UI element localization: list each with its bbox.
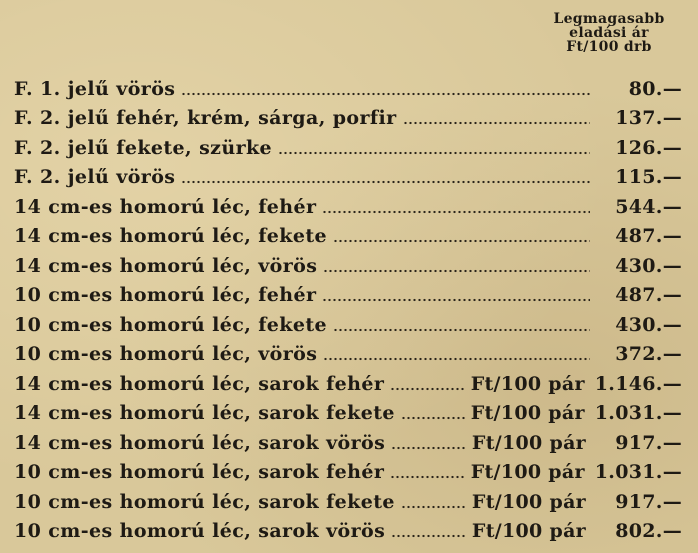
item-label: 14 cm-es homorú léc, sarok fehér: [14, 372, 385, 395]
item-label: F. 2. jelű fehér, krém, sárga, porfir: [14, 107, 397, 130]
price-row: [0, 340, 698, 370]
dot-leader: [278, 151, 590, 155]
item-label: 14 cm-es homorú léc, vörös: [14, 254, 318, 277]
dot-leader: [401, 505, 466, 509]
dot-leader: [181, 92, 590, 96]
item-label: 14 cm-es homorú léc, fehér: [14, 195, 317, 218]
item-label: 10 cm-es homorú léc, sarok fekete: [14, 490, 395, 513]
item-unit: Ft/100 pár: [470, 461, 585, 484]
price-row: [0, 74, 698, 104]
item-unit: Ft/100 pár: [471, 431, 586, 454]
item-unit: Ft/100 pár: [471, 490, 586, 513]
item-unit: Ft/100 pár: [470, 372, 585, 395]
dot-leader: [401, 416, 465, 420]
item-price: 372.—: [615, 343, 682, 366]
price-row: [0, 369, 698, 399]
price-row: [0, 281, 698, 311]
item-price: 115.—: [615, 166, 682, 189]
item-unit: Ft/100 pár: [471, 520, 586, 543]
price-row: [0, 192, 698, 222]
price-row: [0, 104, 698, 134]
item-label: F. 2. jelű vörös: [14, 166, 176, 189]
item-unit: Ft/100 pár: [470, 402, 585, 425]
item-label: F. 2. jelű fekete, szürke: [14, 136, 273, 159]
dot-leader: [403, 121, 591, 125]
item-label: 10 cm-es homorú léc, fehér: [14, 284, 317, 307]
dot-leader: [390, 475, 464, 479]
item-price: 917.—: [615, 431, 682, 454]
item-price: 430.—: [615, 254, 682, 277]
price-row: [0, 399, 698, 429]
header-line-1: Legmagasabb: [553, 11, 665, 27]
dot-leader: [323, 269, 590, 273]
dot-leader: [323, 357, 590, 361]
price-row: [0, 310, 698, 340]
item-price: 802.—: [615, 520, 682, 543]
item-label: 10 cm-es homorú léc, sarok fehér: [14, 461, 385, 484]
price-row: [0, 487, 698, 517]
price-row: [0, 133, 698, 163]
item-price: 137.—: [615, 107, 682, 130]
price-row: [0, 517, 698, 547]
dot-leader: [390, 387, 464, 391]
item-price: 917.—: [615, 490, 682, 513]
price-row: [0, 458, 698, 488]
item-price: 544.—: [615, 195, 682, 218]
item-label: 10 cm-es homorú léc, fekete: [14, 313, 328, 336]
price-list: [0, 74, 698, 546]
dot-leader: [322, 210, 590, 214]
item-price: 126.—: [615, 136, 682, 159]
header-line-2: eladási ár: [569, 25, 649, 41]
item-price: 1.146.—: [594, 372, 682, 395]
dot-leader: [391, 534, 466, 538]
dot-leader: [333, 328, 590, 332]
price-row: [0, 428, 698, 458]
dot-leader: [181, 180, 590, 184]
item-price: 487.—: [615, 284, 682, 307]
item-label: 14 cm-es homorú léc, sarok fekete: [14, 402, 395, 425]
dot-leader: [322, 298, 590, 302]
dot-leader: [391, 446, 466, 450]
item-price: 1.031.—: [594, 402, 682, 425]
price-row: [0, 163, 698, 193]
item-label: 14 cm-es homorú léc, fekete: [14, 225, 328, 248]
item-label: 10 cm-es homorú léc, sarok vörös: [14, 520, 386, 543]
item-price: 1.031.—: [594, 461, 682, 484]
item-label: 10 cm-es homorú léc, vörös: [14, 343, 318, 366]
item-price: 80.—: [628, 77, 682, 100]
price-row: [0, 222, 698, 252]
dot-leader: [333, 239, 590, 243]
item-price: 430.—: [615, 313, 682, 336]
price-row: [0, 251, 698, 281]
item-label: F. 1. jelű vörös: [14, 77, 176, 100]
header-line-3: Ft/100 drb: [566, 39, 652, 55]
item-label: 14 cm-es homorú léc, sarok vörös: [14, 431, 386, 454]
price-column-header: [534, 12, 684, 54]
item-price: 487.—: [615, 225, 682, 248]
